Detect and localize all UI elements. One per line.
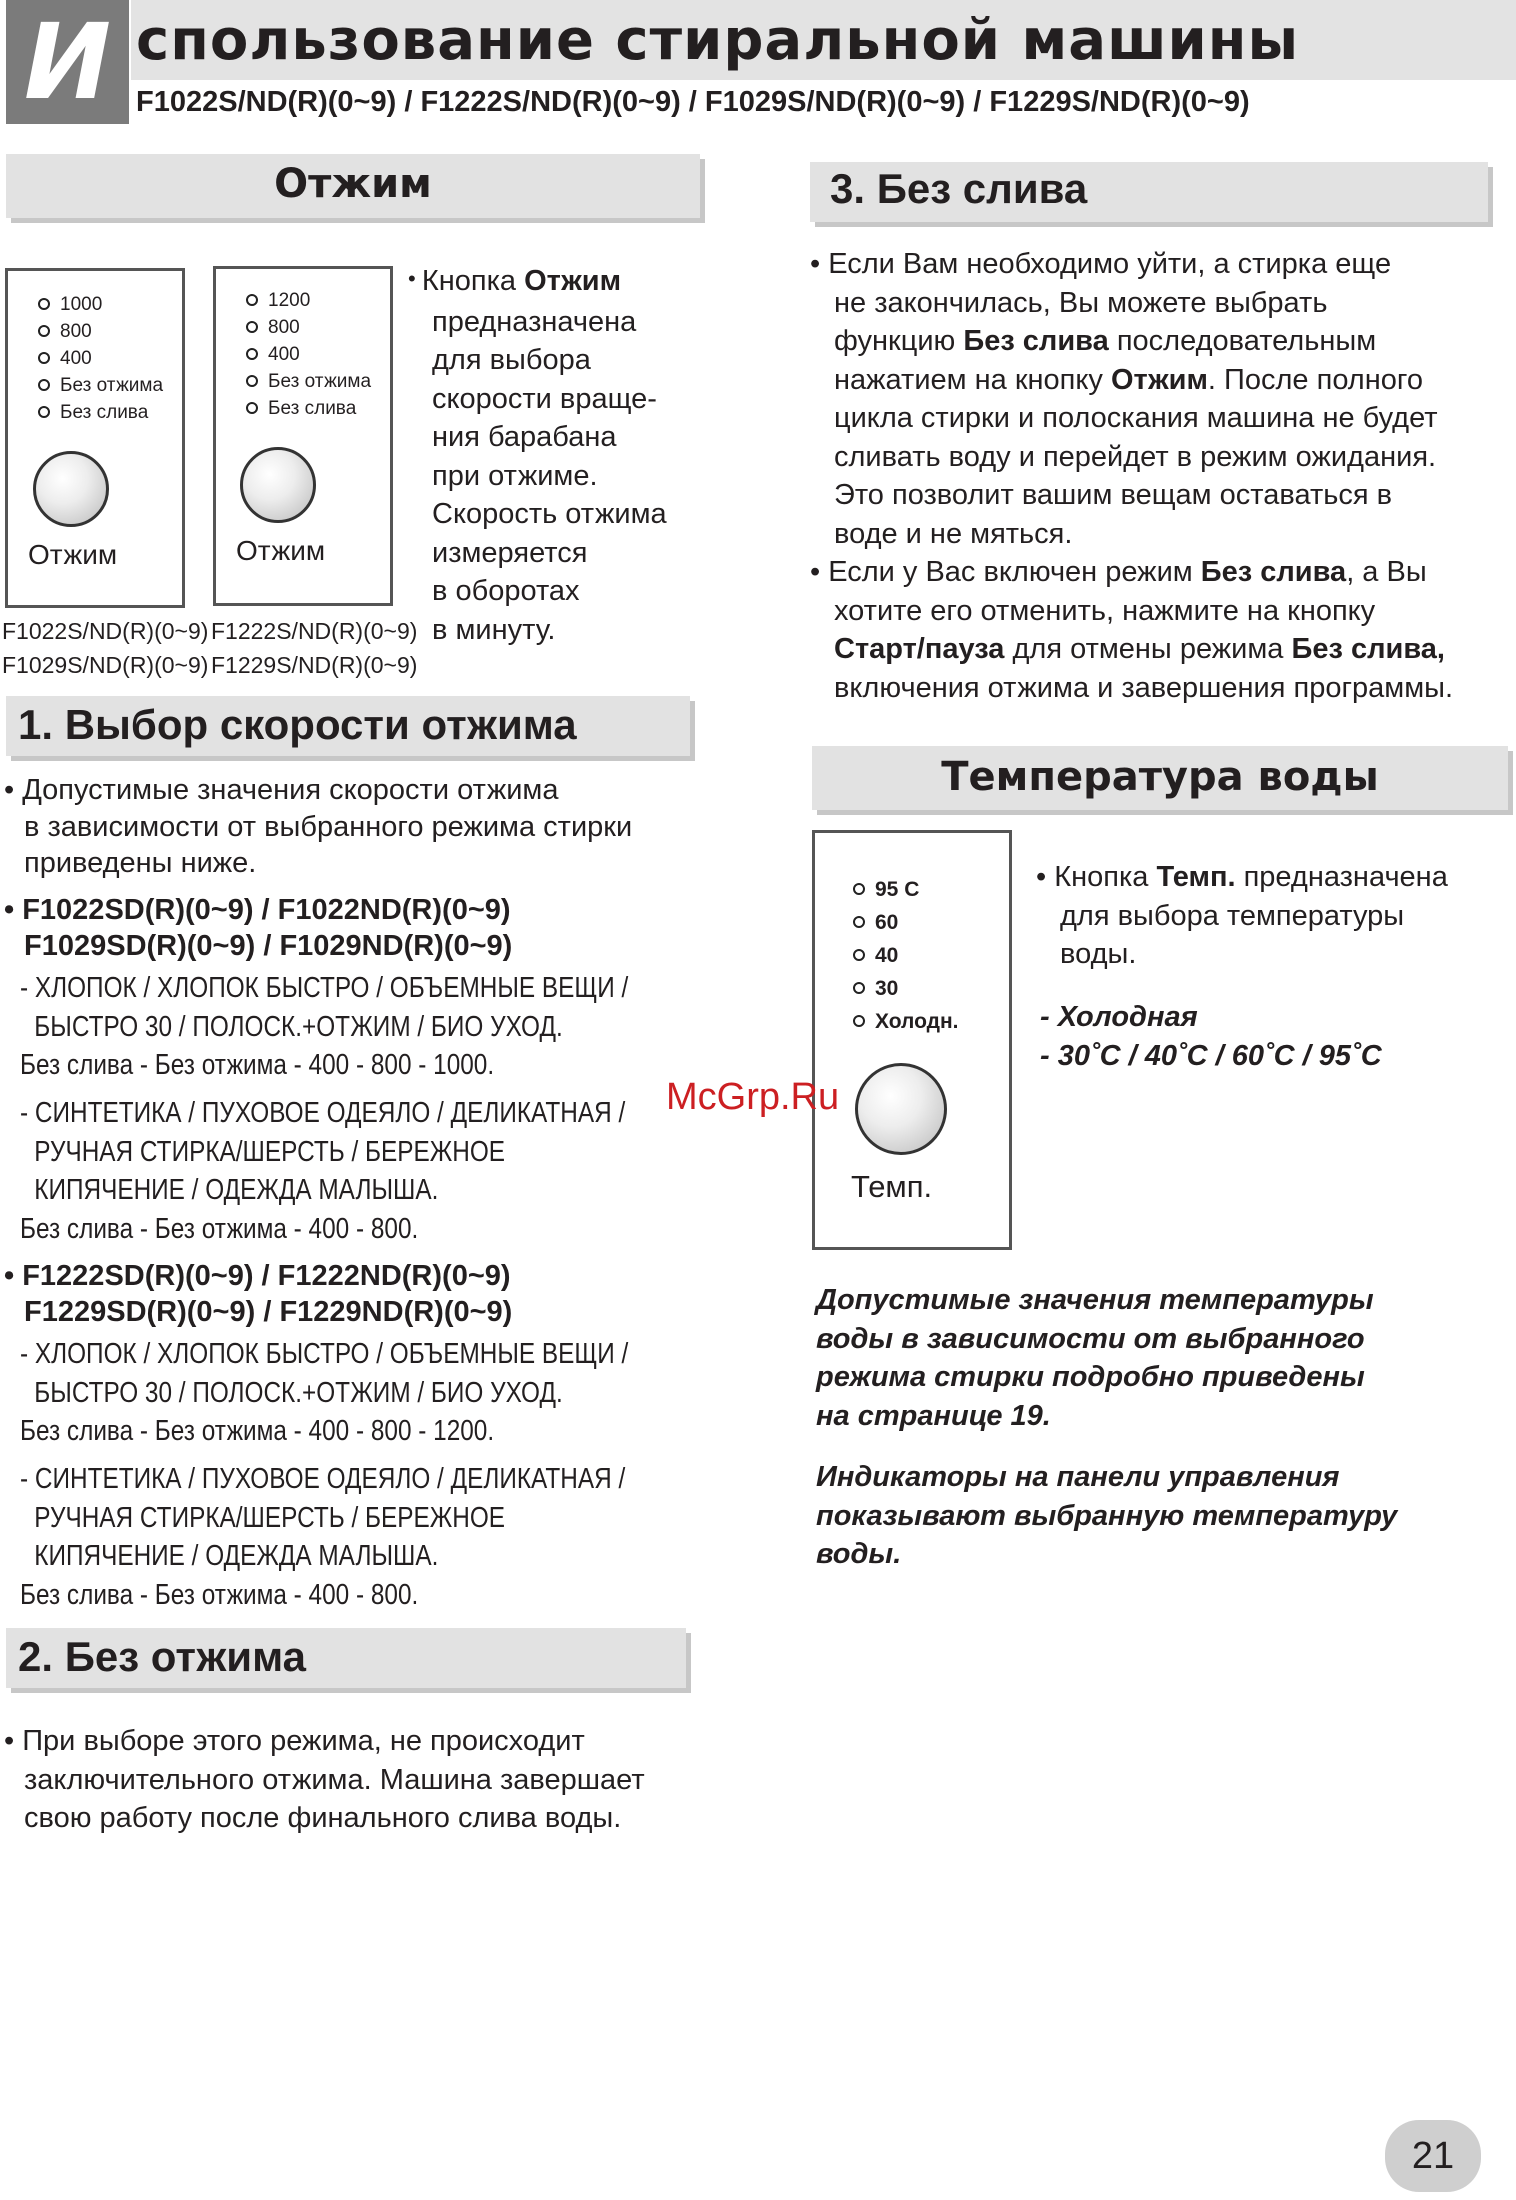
group2-models: • F1222SD(R)(0~9) / F1222ND(R)(0~9) F1229SD(R)(0~9) / F1229ND(R)(0~9) [4,1260,513,1328]
page-number: 21 [1385,2120,1481,2192]
section2-text: • При выборе этого режима, не происходит заключительного отжима. Машина завершает свою работу после финального слива воды. [4,1725,645,1834]
section2-heading-bar [6,1628,686,1688]
watermark: McGrp.Ru [666,1076,840,1118]
spin-button-label: Отжим [236,535,326,566]
temperature-heading-bar [812,746,1508,810]
spin-panel-1 [5,268,185,608]
spin-option-400: 400 [246,341,300,368]
indicator-led-icon [38,325,50,337]
indicator-led-icon [853,883,865,895]
temp-option-cold: Холодн. [853,1005,959,1038]
temperature-note-2: Индикаторы на панели управления показывают выбранную температуру воды. [816,1461,1398,1570]
spin-option-800: 800 [38,318,92,345]
indicator-led-icon [246,375,258,387]
spin-heading-bar [6,154,700,218]
panel-1-caption-b: F1029S/ND(R)(0~9) [2,652,209,678]
indicator-led-icon [38,352,50,364]
temperature-note-1: Допустимые значения температуры воды в зависимости от выбранного режима стирки подробно приведены на странице 19. [816,1284,1374,1432]
section1-heading-bar [6,696,690,756]
spin-option-1000: 1000 [38,291,102,318]
spin-option-no-drain: Без слива [246,395,356,422]
models-subtitle: F1022S/ND(R)(0~9) / F1222S/ND(R)(0~9) / F1029S/ND(R)(0~9) / F1229S/ND(R)(0~9) [136,86,1250,118]
section2-heading: 2. Без отжима [18,1633,306,1680]
spin-button-label: Отжим [28,539,118,570]
panel-2-caption-b: F1229S/ND(R)(0~9) [211,652,418,678]
indicator-led-icon [853,982,865,994]
spin-knob-button[interactable] [33,451,109,527]
temperature-panel [812,830,1012,1250]
temp-option-60: 60 [853,906,898,939]
section3-heading-bar [810,162,1488,222]
section1-intro: • Допустимые значения скорости отжима в зависимости от выбранного режима стирки приведены ниже. [4,774,633,879]
temperature-knob-button[interactable] [855,1063,947,1155]
group1-models: • F1022SD(R)(0~9) / F1022ND(R)(0~9) F1029SD(R)(0~9) / F1029ND(R)(0~9) [4,894,513,962]
spin-option-no-spin: Без отжима [38,372,163,399]
spin-panel-2 [213,266,393,606]
group2-modes-a: - ХЛОПОК / ХЛОПОК БЫСТРО / ОБЪЕМНЫЕ ВЕЩИ / БЫСТРО 30 / ПОЛОСК.+ОТЖИМ / БИО УХОД. Без слива - Без отжима - 400 - 800 - 1200. [20,1338,629,1447]
section3-text: • Если Вам необходимо уйти, а стирка еще не закончилась, Вы можете выбрать функцию Без слива последовательным нажатием на кнопку Отжим. После полного цикла стирки и полоскания машина не будет сливать воду и перейдет в режим ожидания. Это позволит вашим вещам оставаться в воде и не мяться. • Если у Вас включен режим Без слива, а Вы хотите его отменить, нажмите на кнопку Старт/пауза для отмены режима Без слива, включения отжима и завершения программы. [810,248,1454,704]
temperature-values: - Холодная - 30˚С / 40˚С / 60˚С / 95˚С [1040,1001,1382,1072]
temperature-description: • Кнопка Темп. предназначена для выбора температуры воды. [1036,861,1448,970]
temperature-heading: Температура воды [941,754,1379,800]
indicator-led-icon [853,1015,865,1027]
indicator-led-icon [246,321,258,333]
spin-option-no-drain: Без слива [38,399,148,426]
panel-2-caption-a: F1222S/ND(R)(0~9) [211,618,418,644]
group2-modes-b: - СИНТЕТИКА / ПУХОВОЕ ОДЕЯЛО / ДЕЛИКАТНАЯ / РУЧНАЯ СТИРКА/ШЕРСТЬ / БЕРЕЖНОЕ КИПЯЧЕНИЕ / ОДЕЖДА МАЛЫША. Без слива - Без отжима - 400 - 800. [20,1463,626,1611]
temp-option-40: 40 [853,939,898,972]
spin-description: • Кнопка Отжим предназначена для выбора скорости враще- ния барабана при отжиме. Скорость отжима измеряется в оборотах в минуту. [408,265,667,646]
spin-option-no-spin: Без отжима [246,368,371,395]
title-initial-letter: И [6,0,129,124]
indicator-led-icon [246,294,258,306]
indicator-led-icon [38,379,50,391]
spin-knob-button[interactable] [240,447,316,523]
spin-option-400: 400 [38,345,92,372]
panel-1-caption-a: F1022S/ND(R)(0~9) [2,618,209,644]
temp-option-95: 95 С [853,873,919,906]
indicator-led-icon [246,402,258,414]
spin-option-1200: 1200 [246,287,310,314]
temp-option-30: 30 [853,972,898,1005]
indicator-led-icon [853,916,865,928]
page-title: спользование стиральной машины [136,8,1300,73]
indicator-led-icon [38,406,50,418]
spin-option-800: 800 [246,314,300,341]
temperature-button-label: Темп. [851,1169,933,1204]
section1-heading: 1. Выбор скорости отжима [18,701,577,748]
section3-heading: 3. Без слива [830,165,1088,212]
group1-modes-a: - ХЛОПОК / ХЛОПОК БЫСТРО / ОБЪЕМНЫЕ ВЕЩИ / БЫСТРО 30 / ПОЛОСК.+ОТЖИМ / БИО УХОД. Без слива - Без отжима - 400 - 800 - 1000. [20,972,629,1081]
indicator-led-icon [853,949,865,961]
indicator-led-icon [38,298,50,310]
spin-heading: Отжим [274,161,432,207]
indicator-led-icon [246,348,258,360]
group1-modes-b: - СИНТЕТИКА / ПУХОВОЕ ОДЕЯЛО / ДЕЛИКАТНАЯ / РУЧНАЯ СТИРКА/ШЕРСТЬ / БЕРЕЖНОЕ КИПЯЧЕНИЕ / ОДЕЖДА МАЛЫША. Без слива - Без отжима - 400 - 800. [20,1097,626,1245]
